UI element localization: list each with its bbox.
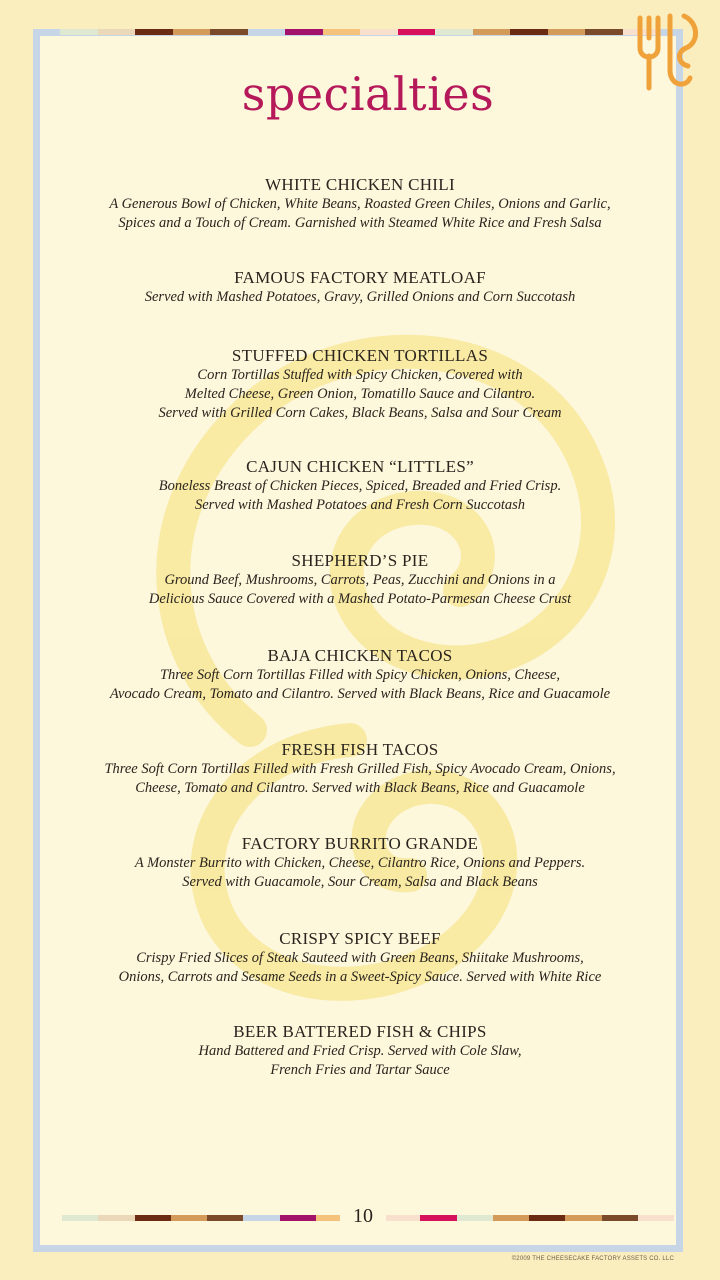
stripe-segment [457, 1215, 493, 1221]
menu-item [60, 551, 660, 609]
menu-item-description: Hand Battered and Fried Crisp. Served with Cole Slaw, French Fries and Tartar Sauce [198, 1043, 522, 1078]
stripe-segment [243, 1215, 279, 1221]
stripe-segment [98, 1215, 134, 1221]
stripe-segment [248, 29, 286, 35]
menu-item-name: FRESH FISH TACOS [281, 740, 439, 759]
menu-item [60, 834, 660, 892]
stripe-segment [602, 1215, 638, 1221]
menu-item-name: CAJUN CHICKEN “LITTLES” [246, 457, 474, 476]
stripe-segment [280, 1215, 316, 1221]
menu-item-name: CRISPY SPICY BEEF [279, 929, 441, 948]
stripe-segment [323, 29, 361, 35]
stripe-segment [493, 1215, 529, 1221]
menu-item [60, 929, 660, 987]
page-title: specialties [241, 67, 495, 121]
stripe-segment [638, 1215, 674, 1221]
menu-item-description: Boneless Breast of Chicken Pieces, Spiced, Breaded and Fried Crisp. Served with Mashed Potatoes and Fresh Corn Succotash [158, 478, 562, 513]
menu-item-description: Crispy Fried Slices of Steak Sauteed with Green Beans, Shiitake Mushrooms, Onions, Carrots and Sesame Seeds in a Sweet-Spicy Sauce. Served with White Rice [118, 950, 602, 985]
stripe-segment [173, 29, 211, 35]
menu-item-description: Three Soft Corn Tortillas Filled with Fresh Grilled Fish, Spicy Avocado Cream, Onions, Cheese, Tomato and Cilantro. Served with Black Beans, Rice and Guacamole [104, 761, 616, 796]
menu-item [60, 740, 660, 798]
menu-item-name: FACTORY BURRITO GRANDE [241, 834, 479, 853]
stripe-segment [98, 29, 136, 35]
stripe-segment [398, 29, 436, 35]
menu-item-name: BAJA CHICKEN TACOS [267, 646, 453, 665]
copyright-notice: ©2009 THE CHEESECAKE FACTORY ASSETS CO. LLC [511, 1256, 674, 1262]
stripe-segment [135, 1215, 171, 1221]
stripe-segment [360, 29, 398, 35]
menu-item-description: Served with Mashed Potatoes, Gravy, Grilled Onions and Corn Succotash [144, 289, 576, 305]
stripe-segment [529, 1215, 565, 1221]
menu-item-description: Corn Tortillas Stuffed with Spicy Chicken, Covered with Melted Cheese, Green Onion, Tomatillo Sauce and Cilantro. Served with Grilled Corn Cakes, Black Beans, Salsa and Sour Cream [158, 367, 562, 421]
stripe-segment [210, 29, 248, 35]
menu-item-name: FAMOUS FACTORY MEATLOAF [234, 268, 486, 287]
menu-item-name: SHEPHERD’S PIE [291, 551, 429, 570]
stripe-segment [548, 29, 586, 35]
bottom-left-color-stripe [62, 1215, 352, 1221]
menu-item [60, 457, 660, 515]
menu-item-description: Three Soft Corn Tortillas Filled with Spicy Chicken, Onions, Cheese, Avocado Cream, Tomato and Cilantro. Served with Black Beans, Rice and Guacamole [109, 667, 611, 702]
menu-item [60, 1022, 660, 1080]
stripe-segment [473, 29, 511, 35]
stripe-segment [510, 29, 548, 35]
stripe-segment [420, 1215, 456, 1221]
stripe-segment [207, 1215, 243, 1221]
stripe-segment [565, 1215, 601, 1221]
stripe-segment [60, 29, 98, 35]
menu-item-name: BEER BATTERED FISH & CHIPS [233, 1022, 487, 1041]
page-number: 10 [340, 1205, 386, 1228]
top-color-stripe [60, 29, 660, 35]
stripe-segment [62, 1215, 98, 1221]
stripe-segment [585, 29, 623, 35]
menu-item-description: A Generous Bowl of Chicken, White Beans, Roasted Green Chiles, Onions and Garlic, Spices and a Touch of Cream. Garnished with Steamed White Rice and Fresh Salsa [109, 196, 611, 231]
menu-item [60, 268, 660, 307]
menu-item-name: STUFFED CHICKEN TORTILLAS [231, 346, 489, 365]
menu-item-name: WHITE CHICKEN CHILI [265, 175, 455, 194]
stripe-segment [285, 29, 323, 35]
bottom-right-color-stripe [384, 1215, 674, 1221]
menu-item [60, 175, 660, 233]
stripe-segment [171, 1215, 207, 1221]
stripe-segment [435, 29, 473, 35]
stripe-segment [135, 29, 173, 35]
stripe-segment [384, 1215, 420, 1221]
menu-item [60, 646, 660, 704]
menu-item-description: Ground Beef, Mushrooms, Carrots, Peas, Zucchini and Onions in a Delicious Sauce Covered with a Mashed Potato-Parmesan Cheese Crust [148, 572, 572, 607]
menu-item [60, 346, 660, 423]
menu-item-description: A Monster Burrito with Chicken, Cheese, Cilantro Rice, Onions and Peppers. Served with Guacamole, Sour Cream, Salsa and Black Beans [134, 855, 586, 890]
